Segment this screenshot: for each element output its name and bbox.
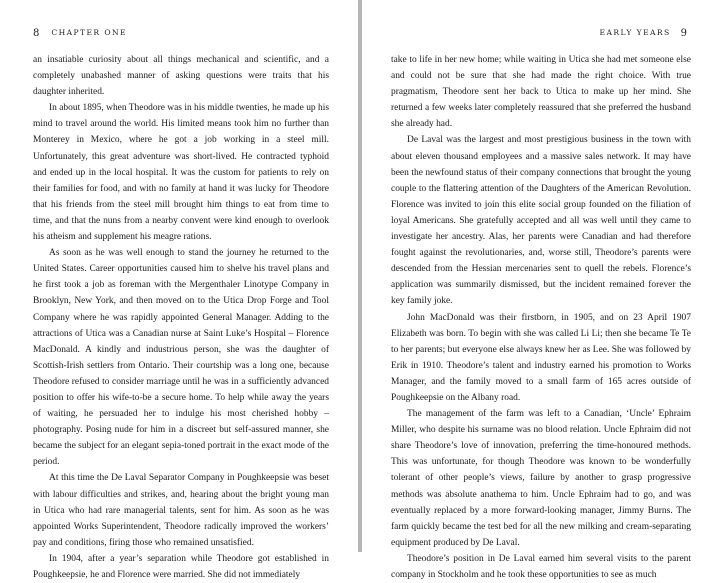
paragraph: John MacDonald was their firstborn, in 1905, and on 23 April 1907 Elizabeth was born. To begin with she was called Li Li; then she became Te Te to her parents; but everyone else always knew her as Lee. She was followed by Erik in 1910. Theodore’s talent and industry earned his promotion to Works Manager, and the family moved to a small farm of 165 acres outside of Poughkeepsie on the Albany road. xyxy=(391,312,691,403)
paragraph: As soon as he was well enough to stand the journey he returned to the United States. Career opportunities caused him to shelve his travel plans and he first took a job as foreman with the Mergenthaler Linotype Company in Brooklyn, New York, and then moved on to the Utica Drop Forge and Tool Company where he was rapidly appointed General Manager. Adding to the attractions of Utica was a Canadian nurse at Saint Luke’s Hospital – Florence MacDonald. A kindly and industrious person, she was the daughter of Scottish-Irish settlers from Ontario. Their courtship was a long one, because Theodore refused to consider marriage until he was in a sufficiently advanced position to offer his wife-to-be a secure home. To help while away the years of waiting, he persuaded her to indulge his most cherished hobby – photography. Posing nude for him in a discreet but self-assured manner, she became the subject for an elegant sepia-toned portrait in the exact mode of the period. xyxy=(33,248,329,468)
body-text-left xyxy=(33,52,329,583)
paragraph: an insatiable curiosity about all things mechanical and scientific, and a completely unabashed manner of asking questions were traits that his daughter inherited. xyxy=(33,55,329,98)
left-page xyxy=(0,0,358,580)
body-text-right xyxy=(391,52,691,583)
running-head-left xyxy=(33,28,127,39)
paragraph: The management of the farm was left to a Canadian, ‘Uncle’ Ephraim Miller, who despite his surname was no blood relation. Uncle Ephraim did not share Theodore’s love of innovation, preferring the time-honoured methods. This was unfortunate, for though Theodore was known to be wonderfully tolerant of other people’s views, failure by another to grasp progressive methods was absolute anathema to him. Uncle Ephraim had to go, and was eventually replaced by a more forward-looking manager, Jimmy Burns. The farm quickly became the test bed for all the new milking and cream-separating equipment produced by De Laval. xyxy=(391,409,691,548)
page-number-left: 8 xyxy=(33,28,40,39)
running-title-left: CHAPTER ONE xyxy=(51,28,127,37)
right-page xyxy=(362,0,720,580)
page-number-right: 9 xyxy=(680,28,687,39)
running-title-right: EARLY YEARS xyxy=(599,28,671,37)
paragraph: In 1904, after a year’s separation while Theodore got established in Poughkeepsie, he and Florence were married. She did not immediately xyxy=(33,553,329,580)
paragraph: In about 1895, when Theodore was in his middle twenties, he made up his mind to travel around the world. His limited means took him no further than Monterey in Mexico, where he got a job working in a steel mill. Unfortunately, this great adventure was short-lived. He contracted typhoid and ended up in the local hospital. It was the custom for patients to rely on their families for food, and with no family at hand it was lucky for Theodore that his friends from the steel mill brought him things to eat from time to time, and that the nuns from a nearby convent were kind enough to overlook his atheism and supplement his meagre rations. xyxy=(33,103,330,243)
paragraph: At this time the De Laval Separator Company in Poughkeepsie was beset with labour difficulties and strikes, and, hearing about the bright young man in Utica who had rare managerial talents, sent for him. As soon as he was appointed Works Superintendent, Theodore radically improved the workers’ pay and conditions, firing those who remained unsatisfied. xyxy=(33,473,329,548)
paragraph: Theodore’s position in De Laval earned him several visits to the parent company in Stockholm and he took these opportunities to see as much xyxy=(391,553,691,580)
running-head-right xyxy=(600,28,687,39)
paragraph: De Laval was the largest and most prestigious business in the town with about eleven thousand employees and a massive sales network. It may have been the newfound status of their company connections that brought the young couple to the flattering attention of the Daughters of the American Revolution. Florence was invited to join this elite social group founded on the filiation of loyal Americans. She gratefully accepted and all was well until they came to investigate her ancestry. Alas, her parents were Canadian and had therefore fought against the revolutionaries, and, worse still, Theodore’s parents were descended from the Hessian mercenaries sent to quell the rebels. Florence’s application was summarily dismissed, but the incident remained forever the key family joke. xyxy=(391,135,691,307)
paragraph: take to life in her new home; while waiting in Utica she had met someone else and could not be sure that she had made the right choice. With true pragmatism, Theodore sent her back to Utica to make up her mind. She returned a few weeks later completely reassured that she preferred the husband she already had. xyxy=(391,55,691,130)
